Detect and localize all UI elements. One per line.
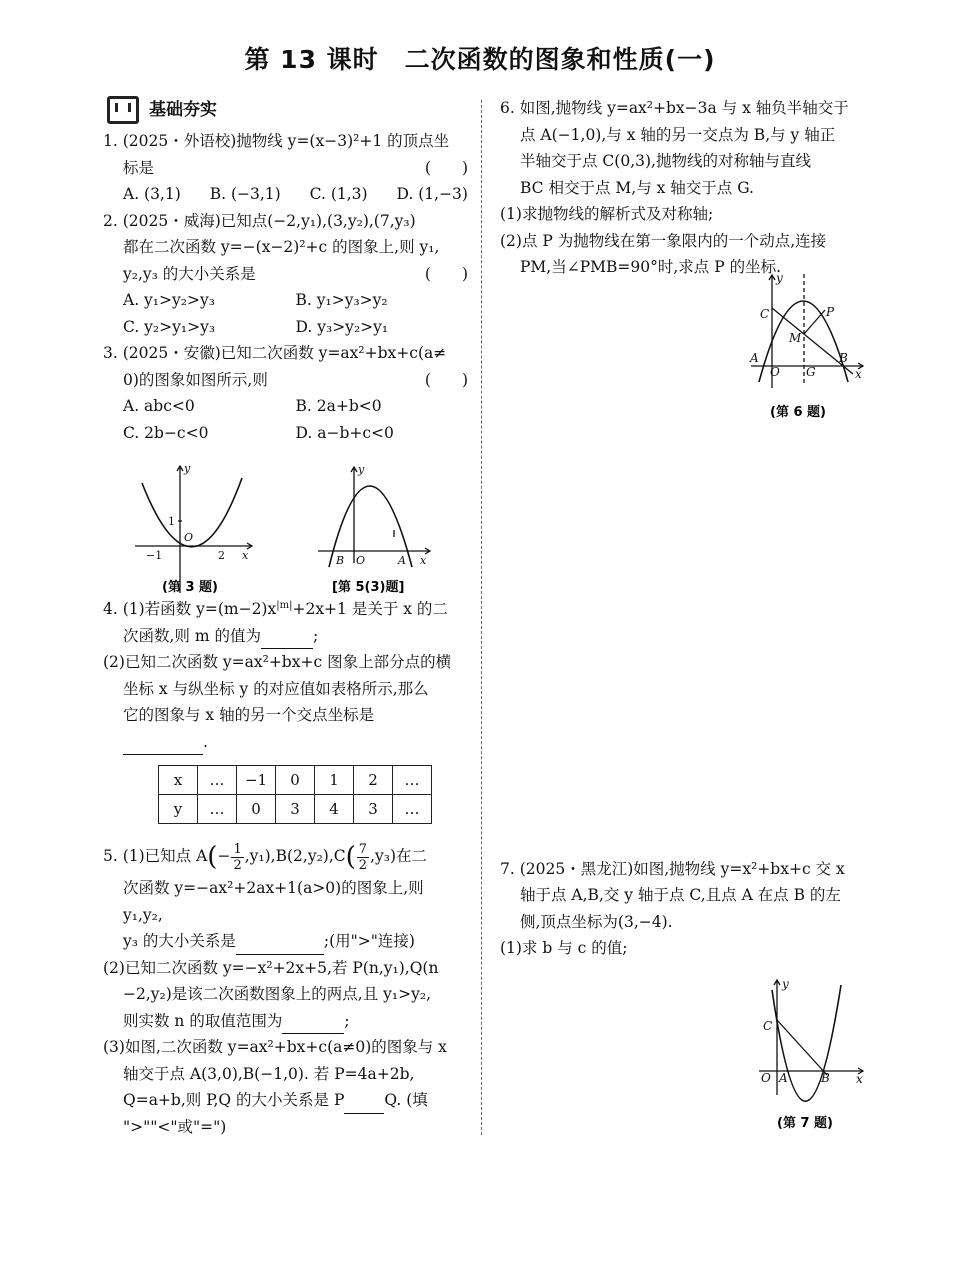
caption-q6: (第 6 题): [770, 405, 826, 420]
column-divider: [481, 100, 482, 1135]
label-two: 2: [218, 549, 225, 562]
label-a: A: [398, 554, 406, 567]
table-cell: …: [393, 766, 432, 795]
label-x: x: [242, 549, 249, 562]
table-row: [159, 795, 432, 824]
q2-option-d: D. y₃>y₂>y₁: [295, 317, 389, 336]
q6-sub2-line1: (2)点 P 为抛物线在第一象限内的一个动点,连接: [500, 231, 827, 250]
caption-q7: (第 7 题): [777, 1116, 833, 1131]
q5-frac1-den: 2: [233, 857, 242, 873]
label-a: A: [779, 1071, 788, 1085]
q4-p1-end: ;: [312, 626, 319, 645]
q3-option-c: C. 2b−c<0: [123, 423, 209, 442]
table-cell: …: [198, 766, 237, 795]
caption-q5-3: [第 5(3)题]: [332, 580, 405, 595]
q4-p1-line2: 次函数,则 m 的值为: [123, 626, 261, 645]
q1-option-d: D. (1,−3): [396, 185, 468, 203]
label-neg-one: −1: [146, 549, 163, 562]
table-cell: −1: [237, 766, 276, 795]
notebook-icon: [107, 96, 139, 124]
value-table: [158, 765, 432, 824]
q2-line1: 2. (2025・威海)已知点(−2,y₁),(3,y₂),(7,y₃): [103, 211, 416, 230]
caption-q3: (第 3 题): [162, 580, 218, 595]
line-bc: [777, 1020, 827, 1075]
q1-option-c: C. (1,3): [309, 185, 368, 203]
q5-p1-line3: y₃ 的大小关系是: [123, 932, 236, 950]
label-x: x: [420, 554, 427, 567]
q7-line3: 侧,顶点坐标为(3,−4).: [520, 912, 673, 931]
q4-p2-end: .: [203, 732, 208, 751]
q4-p1-line1: 4. (1)若函数 y=(m−2)x: [103, 600, 277, 618]
q4-p2-line2: 坐标 x 与纵坐标 y 的对应值如表格所示,那么: [123, 679, 429, 698]
label-b: B: [336, 554, 345, 567]
q5-frac1-num: 1: [233, 841, 242, 857]
q4-p1-exponent: |m|: [276, 599, 293, 611]
section-header: [107, 96, 468, 124]
page-title: 第 13 课时 二次函数的图象和性质(一): [244, 45, 716, 74]
left-column: [103, 96, 468, 1140]
table-cell: x: [159, 766, 198, 795]
q1-line1: 1. (2025・外语校)抛物线 y=(x−3)²+1 的顶点坐: [103, 132, 450, 150]
right-column: [500, 95, 868, 962]
q2-option-b: B. y₁>y₃>y₂: [295, 291, 388, 309]
label-c: C: [760, 307, 770, 321]
label-p: P: [826, 305, 835, 319]
q5-p1-line2: 次函数 y=−ax²+2ax+1(a>0)的图象上,则 y₁,y₂,: [123, 879, 424, 924]
q5-p3-blank: [344, 1095, 384, 1114]
label-origin: O: [770, 365, 780, 379]
q5-p2-end: ;: [344, 1011, 350, 1030]
figure-q7: [755, 975, 870, 1135]
q6-line1: 6. 如图,抛物线 y=ax²+bx−3a 与 x 轴负半轴交于: [500, 99, 849, 117]
q5-p1-pre: 5. (1)已知点 A: [103, 847, 208, 865]
q1-line2: 标是: [123, 158, 155, 177]
q3-answer-paren: ( ): [424, 370, 468, 389]
table-cell: 3: [276, 795, 315, 824]
q6-line4: BC 相交于点 M,与 x 轴交于点 G.: [520, 178, 754, 197]
table-cell: …: [393, 795, 432, 824]
q5-p2-line3: 则实数 n 的取值范围为: [123, 1011, 283, 1030]
q5-p1-blank: [236, 936, 324, 955]
question-1: [103, 128, 468, 208]
q5-p3-line3: Q=a+b,则 P,Q 的大小关系是 P: [123, 1091, 345, 1109]
question-6: [500, 95, 868, 281]
question-5: 5. (1)已知点 A(− $\frac{1}{2}$ ,y₁),B(2,y₂),C( $\frac{7}{2}$ ,y₃)在二 次函数 y=−ax²+2ax+1(a>0)的图象上,则 y₁,y₂, y₃ 的大小关系是 ;(用">"连接) (2)已知二次函数 y=−x²+2x+5,若 P(n,y₁),Q(n −2,y₂)是该二次函数图象上的两点,且 y₁>y₂, 则实数 n 的取值范围为 ; (3)如图,二次函数 y=ax²+bx+c(a≠0)的图象与 x 轴交于点 A(3,0),B(−1,0). 若 P=4a+2b, Q=a+b,则 P,Q 的大小关系是 P Q. (填 ">""<"或"="): [103, 838, 468, 1140]
label-y: y: [358, 463, 365, 476]
q2-option-a: A. y₁>y₂>y₃: [123, 291, 215, 309]
q1-options: [103, 181, 468, 208]
figure-q3: [130, 458, 260, 598]
q5-p1-end: ;(用">"连接): [323, 932, 415, 950]
label-m: M: [789, 331, 802, 345]
label-b: B: [839, 351, 848, 365]
line-pm: [804, 310, 825, 334]
table-cell: y: [159, 795, 198, 824]
q1-option-a: A. (3,1): [123, 185, 181, 203]
q4-p1-line1b: +2x+1 是关于 x 的二: [292, 600, 448, 618]
q5-frac2-den: 2: [358, 857, 368, 873]
q4-p2-line1: (2)已知二次函数 y=ax²+bx+c 图象上部分点的横: [103, 653, 452, 671]
q5-p2-blank: [282, 1015, 344, 1034]
q4-p2-blank: [123, 736, 203, 755]
figure-q6: [745, 270, 870, 425]
section-label: 基础夯实: [149, 99, 217, 120]
label-origin: O: [184, 531, 194, 544]
q6-line3: 半轴交于点 C(0,3),抛物线的对称轴与直线: [520, 152, 811, 170]
table-cell: 0: [276, 766, 315, 795]
label-c: C: [763, 1019, 773, 1033]
question-2: [103, 208, 468, 341]
q7-sub1: (1)求 b 与 c 的值;: [500, 939, 628, 957]
label-x: x: [855, 367, 862, 381]
label-one: 1: [168, 515, 175, 528]
q3-line1: 3. (2025・安徽)已知二次函数 y=ax²+bx+c(a≠: [103, 344, 447, 362]
q6-line2: 点 A(−1,0),与 x 轴的另一交点为 B,与 y 轴正: [520, 125, 836, 144]
label-x: x: [856, 1072, 863, 1086]
q4-p1-blank: [261, 630, 313, 649]
q2-option-c: C. y₂>y₁>y₃: [123, 317, 216, 336]
q2-line2: 都在二次函数 y=−(x−2)²+c 的图象上,则 y₁,: [123, 238, 440, 256]
q7-line1: 7. (2025・黑龙江)如图,抛物线 y=x²+bx+c 交 x: [500, 859, 845, 878]
q5-p3-line1: (3)如图,二次函数 y=ax²+bx+c(a≠0)的图象与 x: [103, 1038, 447, 1056]
q5-p3-line2: 轴交于点 A(3,0),B(−1,0). 若 P=4a+2b,: [123, 1064, 415, 1083]
label-origin: O: [761, 1071, 771, 1085]
q2-answer-paren: ( ): [424, 264, 468, 283]
q3-option-b: B. 2a+b<0: [295, 397, 382, 415]
q5-frac2-num: 7: [358, 841, 368, 857]
table-cell: 4: [315, 795, 354, 824]
q3-option-d: D. a−b+c<0: [295, 423, 394, 442]
table-cell: 1: [315, 766, 354, 795]
label-a: A: [750, 351, 759, 365]
table-cell: …: [198, 795, 237, 824]
q6-sub2-line2: PM,当∠PMB=90°时,求点 P 的坐标.: [520, 258, 782, 276]
label-y: y: [782, 977, 789, 991]
label-b: B: [821, 1071, 830, 1085]
table-cell: 0: [237, 795, 276, 824]
label-g: G: [806, 365, 816, 379]
q5-p1-post: ,y₃)在二: [370, 847, 428, 865]
figure-q5-3: [312, 455, 442, 600]
q1-answer-paren: ( ): [424, 158, 468, 177]
label-y: y: [776, 271, 783, 285]
question-7: [500, 856, 868, 962]
q6-sub1: (1)求抛物线的解析式及对称轴;: [500, 205, 714, 223]
question-4: [103, 596, 468, 824]
q3-option-a: A. abc<0: [123, 397, 195, 415]
q5-p2-line1: (2)已知二次函数 y=−x²+2x+5,若 P(n,y₁),Q(n: [103, 958, 439, 977]
q4-p2-line3: 它的图象与 x 轴的另一个交点坐标是: [123, 706, 375, 724]
label-origin: O: [356, 554, 366, 567]
q5-p3-line4: ">""<"或"="): [123, 1117, 227, 1136]
q7-line2: 轴于点 A,B,交 y 轴于点 C,且点 A 在点 B 的左: [520, 886, 841, 904]
table-cell: 3: [354, 795, 393, 824]
q2-line3: y₂,y₃ 的大小关系是: [123, 264, 256, 283]
q5-p2-line2: −2,y₂)是该二次函数图象上的两点,且 y₁>y₂,: [123, 985, 432, 1003]
table-row: [159, 766, 432, 795]
q5-p1-mid: ,y₁),B(2,y₂),C: [244, 847, 346, 865]
q5-p3-end: Q. (填: [384, 1091, 428, 1109]
label-y: y: [184, 462, 191, 475]
question-3: [103, 340, 468, 446]
q3-line2: 0)的图象如图所示,则: [123, 370, 268, 389]
table-cell: 2: [354, 766, 393, 795]
q1-option-b: B. (−3,1): [209, 185, 281, 203]
